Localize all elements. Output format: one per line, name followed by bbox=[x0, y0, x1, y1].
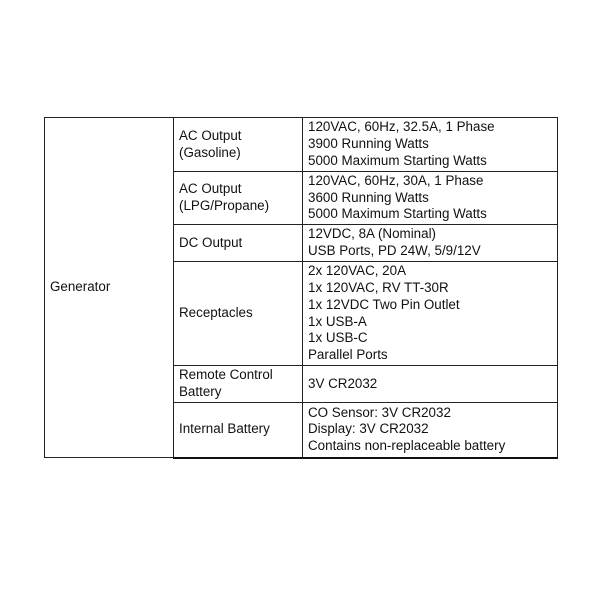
spec-value: Display: 3V CR2032 bbox=[308, 421, 429, 437]
spec-value: 120VAC, 60Hz, 32.5A, 1 Phase bbox=[308, 119, 495, 135]
spec-value: 2x 120VAC, 20A bbox=[308, 263, 407, 279]
spec-value: 120VAC, 60Hz, 30A, 1 Phase bbox=[308, 172, 484, 188]
spec-label: Remote Control bbox=[179, 367, 273, 383]
spec-value: USB Ports, PD 24W, 5/9/12V bbox=[308, 243, 481, 258]
spec-label: (LPG/Propane) bbox=[179, 198, 270, 213]
spec-label-cell bbox=[174, 262, 303, 366]
category-cell bbox=[45, 118, 174, 458]
spec-value-cell bbox=[303, 225, 558, 262]
spec-value: 1x USB-C bbox=[308, 330, 368, 346]
spec-label: Receptacles bbox=[179, 305, 253, 321]
spec-label-cell bbox=[174, 366, 303, 403]
spec-value: 1x 120VAC, RV TT-30R bbox=[308, 279, 449, 295]
spec-value: 3600 Running Watts bbox=[308, 189, 429, 205]
spec-value: 3V CR2032 bbox=[308, 375, 378, 391]
spec-value: Contains non-replaceable battery bbox=[308, 438, 506, 454]
spec-label: Battery bbox=[179, 384, 222, 399]
spec-value: 5000 Maximum Starting Watts bbox=[308, 206, 487, 222]
spec-value: 1x 12VDC Two Pin Outlet bbox=[308, 296, 460, 312]
generator-spec-table bbox=[44, 117, 558, 459]
spec-label: Internal Battery bbox=[179, 421, 270, 437]
spec-value: 1x USB-A bbox=[308, 313, 367, 329]
spec-value-cell bbox=[303, 172, 558, 225]
spec-value-cell bbox=[303, 262, 558, 366]
spec-value: 5000 Maximum Starting Watts bbox=[308, 152, 487, 168]
spec-label: AC Output bbox=[179, 181, 242, 197]
spec-label-cell bbox=[174, 225, 303, 262]
spec-label: AC Output bbox=[179, 127, 242, 143]
spec-value-cell bbox=[303, 118, 558, 172]
spec-value-cell bbox=[303, 366, 558, 403]
table-row bbox=[45, 118, 558, 172]
spec-label-cell bbox=[174, 118, 303, 172]
spec-label-cell bbox=[174, 172, 303, 225]
spec-label-cell bbox=[174, 403, 303, 458]
spec-label: (Gasoline) bbox=[179, 144, 241, 160]
spec-value-cell bbox=[303, 403, 558, 458]
spec-value: 12VDC, 8A (Nominal) bbox=[308, 226, 437, 242]
spec-value: 3900 Running Watts bbox=[308, 136, 429, 152]
spec-label: DC Output bbox=[179, 234, 243, 250]
spec-value: Parallel Ports bbox=[308, 347, 388, 363]
category-label: Generator bbox=[50, 279, 111, 295]
spec-value: CO Sensor: 3V CR2032 bbox=[308, 404, 451, 420]
